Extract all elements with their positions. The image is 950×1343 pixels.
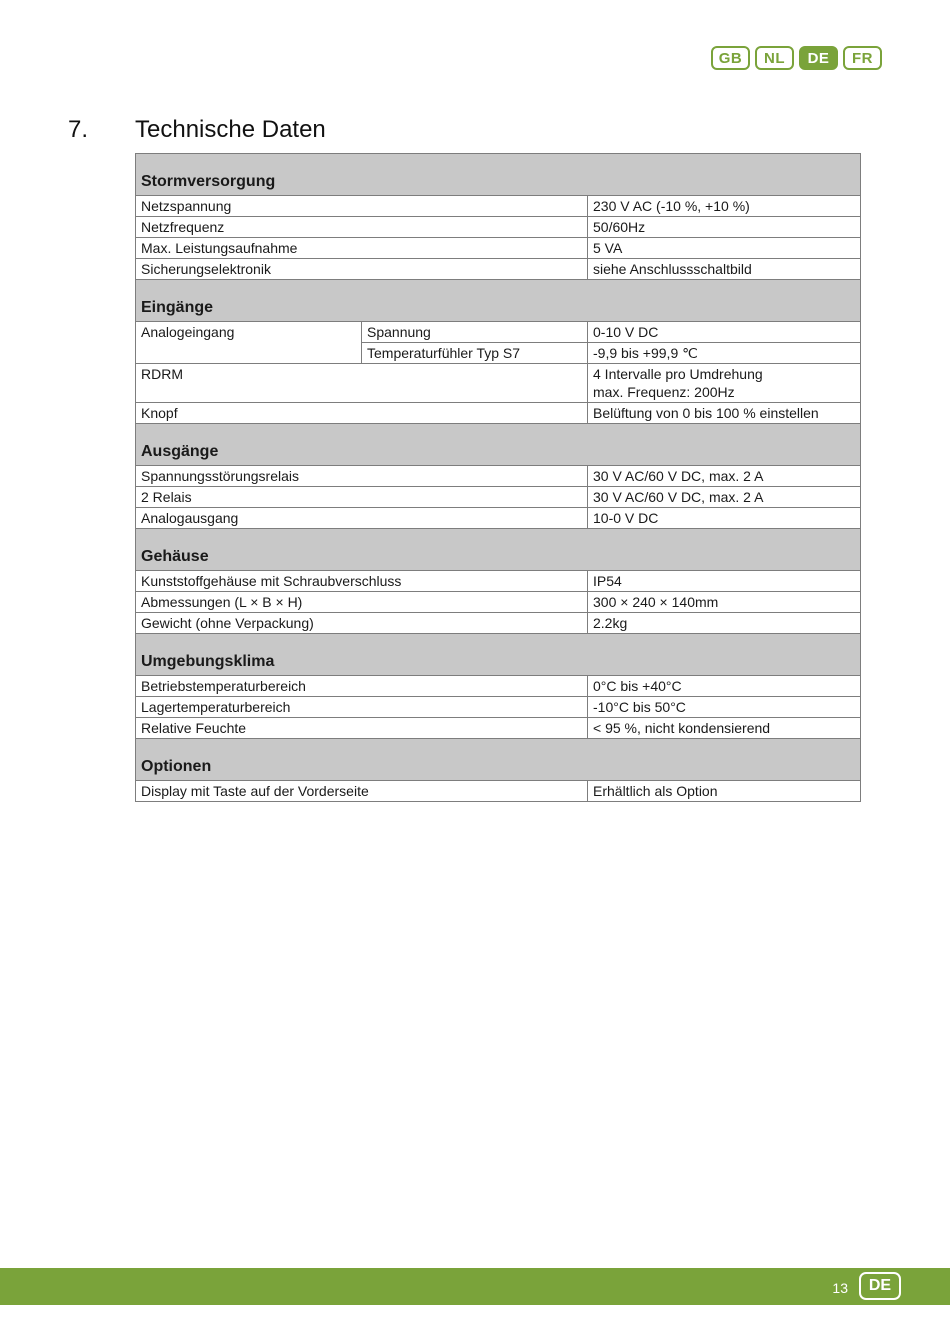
table-row (136, 613, 861, 634)
section-heading (68, 116, 326, 144)
spec-value: IP54 (588, 571, 861, 592)
spec-value: siehe Anschlussschaltbild (588, 259, 861, 280)
group-header-row (136, 739, 861, 781)
table-row (136, 259, 861, 280)
group-header-row (136, 154, 861, 196)
spec-value: < 95 %, nicht kondensierend (588, 718, 861, 739)
table-row (136, 322, 861, 343)
spec-value: Erhältlich als Option (588, 781, 861, 802)
section-title: Technische Daten (135, 116, 326, 143)
spec-value-line: 4 Intervalle pro Umdrehung (593, 366, 763, 382)
spec-value: 30 V AC/60 V DC, max. 2 A (588, 487, 861, 508)
group-housing-heading: Gehäuse (136, 529, 861, 571)
spec-value: 0°C bis +40°C (588, 676, 861, 697)
group-ambient-heading: Umgebungsklima (136, 634, 861, 676)
spec-label: Analogausgang (136, 508, 588, 529)
table-row (136, 592, 861, 613)
spec-value: 5 VA (588, 238, 861, 259)
spec-value (588, 364, 861, 403)
footer-language-badge: DE (859, 1272, 901, 1300)
spec-label: Analogeingang (136, 322, 362, 364)
group-header-row (136, 280, 861, 322)
table-row (136, 217, 861, 238)
spec-value-line: max. Frequenz: 200Hz (593, 384, 735, 400)
spec-label: Netzspannung (136, 196, 588, 217)
table-row (136, 697, 861, 718)
group-header-row (136, 529, 861, 571)
spec-value: 0-10 V DC (588, 322, 861, 343)
footer-bar (0, 1268, 950, 1305)
spec-label: Knopf (136, 403, 588, 424)
spec-label: Kunststoffgehäuse mit Schraubverschluss (136, 571, 588, 592)
spec-label: Gewicht (ohne Verpackung) (136, 613, 588, 634)
table-row (136, 676, 861, 697)
group-power-heading: Stormversorgung (136, 154, 861, 196)
lang-tab-fr[interactable]: FR (843, 46, 882, 70)
spec-label: Abmessungen (L × B × H) (136, 592, 588, 613)
lang-tab-gb[interactable]: GB (711, 46, 750, 70)
table-row (136, 403, 861, 424)
spec-sublabel: Temperaturfühler Typ S7 (362, 343, 588, 364)
language-selector (711, 46, 882, 70)
spec-value: 50/60Hz (588, 217, 861, 238)
group-outputs-heading: Ausgänge (136, 424, 861, 466)
spec-label: Max. Leistungsaufnahme (136, 238, 588, 259)
group-header-row (136, 634, 861, 676)
group-inputs-heading: Eingänge (136, 280, 861, 322)
spec-label: Sicherungselektronik (136, 259, 588, 280)
table-row (136, 571, 861, 592)
spec-value: 230 V AC (-10 %, +10 %) (588, 196, 861, 217)
spec-value: -10°C bis 50°C (588, 697, 861, 718)
table-row (136, 466, 861, 487)
group-options-heading: Optionen (136, 739, 861, 781)
spec-value: -9,9 bis +99,9 ℃ (588, 343, 861, 364)
spec-value: Belüftung von 0 bis 100 % einstellen (588, 403, 861, 424)
spec-value: 300 × 240 × 140mm (588, 592, 861, 613)
spec-sublabel: Spannung (362, 322, 588, 343)
group-header-row (136, 424, 861, 466)
spec-value: 2.2kg (588, 613, 861, 634)
section-number: 7. (68, 116, 89, 143)
table-row (136, 364, 861, 403)
spec-value: 10-0 V DC (588, 508, 861, 529)
lang-tab-de[interactable]: DE (799, 46, 838, 70)
table-row (136, 781, 861, 802)
spec-label: 2 Relais (136, 487, 588, 508)
technical-data-table (135, 153, 861, 802)
table-row (136, 718, 861, 739)
spec-label: Display mit Taste auf der Vorderseite (136, 781, 588, 802)
table-row (136, 238, 861, 259)
spec-label: RDRM (136, 364, 588, 403)
table-row (136, 508, 861, 529)
spec-label: Lagertemperaturbereich (136, 697, 588, 718)
spec-label: Netzfrequenz (136, 217, 588, 238)
spec-label: Spannungsstörungsrelais (136, 466, 588, 487)
table-row (136, 487, 861, 508)
spec-label: Relative Feuchte (136, 718, 588, 739)
table-row (136, 196, 861, 217)
page-number: 13 (832, 1280, 848, 1296)
lang-tab-nl[interactable]: NL (755, 46, 794, 70)
spec-label: Betriebstemperaturbereich (136, 676, 588, 697)
spec-value: 30 V AC/60 V DC, max. 2 A (588, 466, 861, 487)
